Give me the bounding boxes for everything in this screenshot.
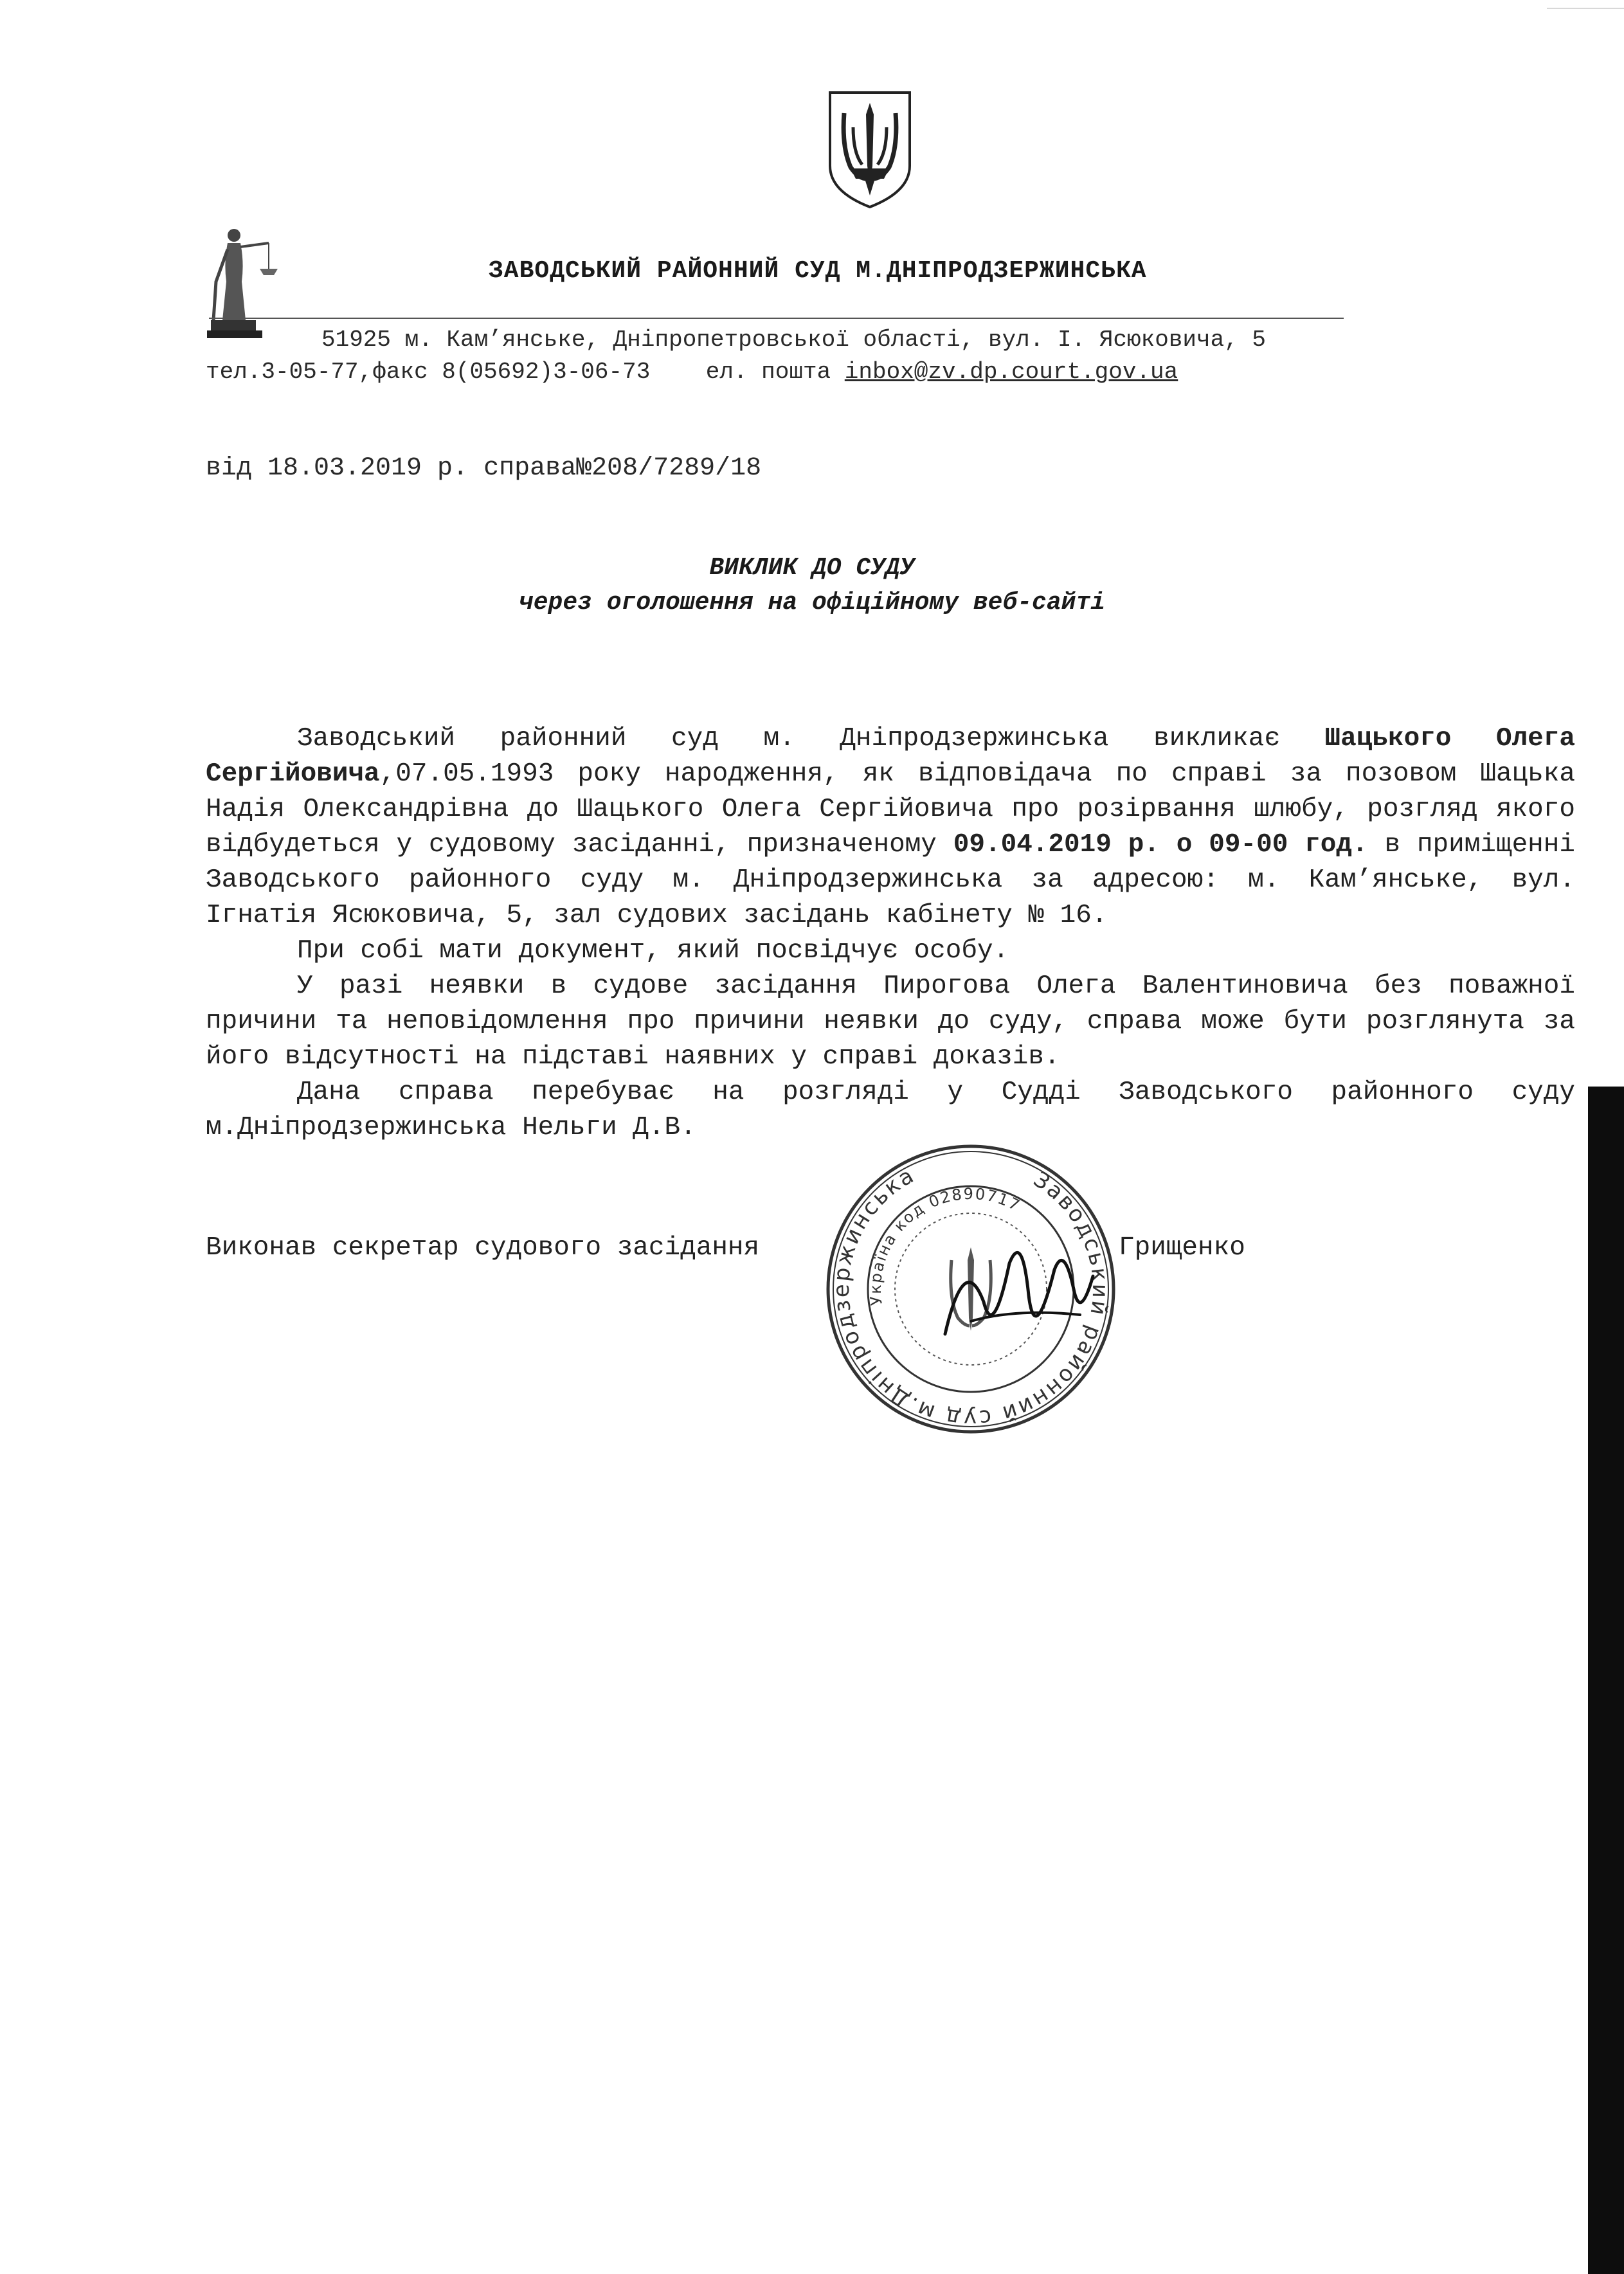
document-title: ВИКЛИК ДО СУДУ xyxy=(709,554,915,582)
header-divider xyxy=(209,318,1344,319)
hearing-datetime: 09.04.2019 р. о 09-00 год. xyxy=(953,830,1368,860)
coat-of-arms-icon xyxy=(825,89,915,211)
scan-right-edge xyxy=(1588,1087,1624,2274)
handwritten-signature xyxy=(932,1225,1099,1366)
email-label: ел. пошта xyxy=(705,359,831,385)
themis-statue-icon xyxy=(204,224,282,339)
stamp-inner-text: Україна код 02890717 xyxy=(866,1184,1024,1306)
p1-text-b: ,07.05.1993 року народження, як відповідача по справі за позовом Шацька Надія Олександрівна до Шацького Олега Сергійовича про розірвання шлюбу, розгляд якого відбудеться у судовому засіданні, призначеному xyxy=(206,759,1575,860)
document-subtitle: через оголошення на офіційному веб-сайті xyxy=(518,589,1106,617)
signature-name: Грищенко xyxy=(1119,1233,1245,1263)
paragraph-absence: У разі неявки в судове засідання Пирогова Олега Валентиновича без поважної причини та неповідомлення про причини неявки до суду, справа може бути розглянута за його відсутності на підставі наявних у справі доказів. xyxy=(206,971,1575,1072)
court-address: 51925 м. Кам’янське, Дніпропетровської області, вул. І. Ясюковича, 5 xyxy=(321,327,1267,353)
p1-text-c: в приміщенні Заводського районного суду м. Дніпродзержинська за адресою: м. Кам’янське, вул. Ігнатія Ясюковича, 5, зал судових засідань кабінету № 16. xyxy=(206,830,1575,930)
paragraph-summons xyxy=(206,721,1575,934)
date-and-case-number: від 18.03.2019 р. справа№208/7289/18 xyxy=(206,454,762,483)
stamp-outer-text: Заводський районний суд м.Дніпродзержинська xyxy=(828,1162,1114,1432)
paragraph-judge: Дана справа перебуває на розгляді у Судді Заводського районного суду м.Дніпродзержинська Нельги Д.В. xyxy=(206,1078,1575,1142)
phone-fax: тел.3-05-77,факс 8(05692)3-06-73 xyxy=(206,359,651,385)
court-name: ЗАВОДСЬКИЙ РАЙОННИЙ СУД М.ДНІПРОДЗЕРЖИНСЬКА xyxy=(489,257,1147,285)
scan-top-edge xyxy=(1547,0,1624,9)
summons-body xyxy=(206,721,1575,1146)
paragraph-document: При собі мати документ, який посвідчує особу. xyxy=(297,936,1009,966)
email-link[interactable]: inbox@zv.dp.court.gov.ua xyxy=(844,359,1178,385)
signature-role: Виконав секретар судового засідання xyxy=(206,1233,760,1263)
defendant-name: Шацького Олега Сергійовича xyxy=(206,724,1575,789)
contact-line xyxy=(206,359,1178,385)
p1-text-a: Заводський районний суд м. Дніпродзержинська викликає xyxy=(297,724,1325,753)
